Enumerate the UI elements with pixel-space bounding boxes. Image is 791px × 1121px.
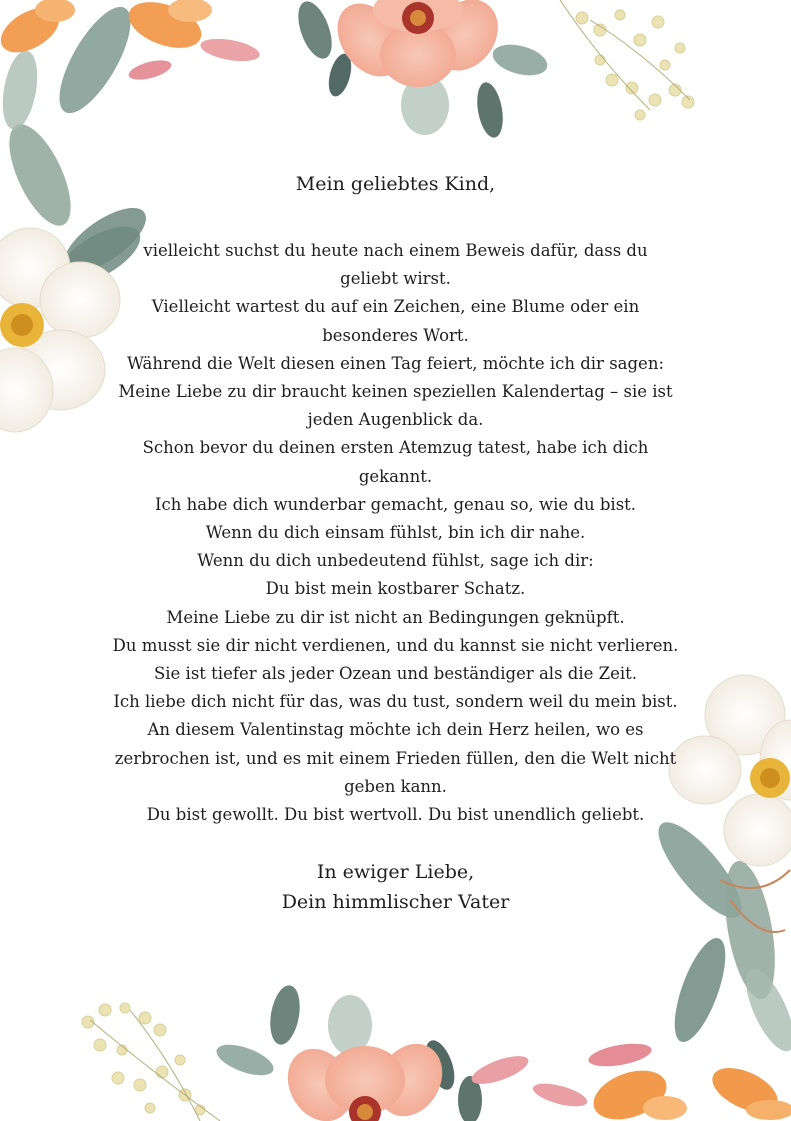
letter [100,160,691,917]
letter-line: Sie ist tiefer als jeder Ozean und beständiger als die Zeit. [153,664,638,684]
letter-line: Du bist mein kostbarer Schatz. [265,579,526,599]
letter-greeting: Mein geliebtes Kind, [295,173,496,195]
letter-line: Meine Liebe zu dir ist nicht an Bedingungen geknüpft. [166,607,625,627]
letter-body [100,237,691,829]
letter-line: Während die Welt diesen einen Tag feiert, möchte ich dir sagen: [126,353,665,373]
letter-line: gekannt. [358,466,433,486]
letter-line: Wenn du dich unbedeutend fühlst, sage ich dir: [197,551,594,571]
letter-line: jeden Augenblick da. [307,410,484,430]
letter-line: Meine Liebe zu dir braucht keinen speziellen Kalendertag – sie ist [118,382,673,402]
letter-line: Vielleicht wartest du auf ein Zeichen, eine Blume oder ein [151,297,640,317]
letter-line: zerbrochen ist, und es mit einem Frieden füllen, den die Welt nicht [114,748,677,768]
letter-line: Schon bevor du deinen ersten Atemzug tatest, habe ich dich [142,438,649,458]
letter-line: vielleicht suchst du heute nach einem Beweis dafür, dass du [143,241,648,260]
letter-line: Wenn du dich einsam fühlst, bin ich dir nahe. [205,523,586,543]
letter-line: geliebt wirst. [340,269,451,289]
letter-line: Ich liebe dich nicht für das, was du tust, sondern weil du mein bist. [113,692,678,712]
letter-line: Du bist gewollt. Du bist wertvoll. Du bist unendlich geliebt. [146,805,645,825]
letter-line: besonderes Wort. [322,325,469,345]
signature: Dein himmlischer Vater [281,891,510,914]
closing-phrase: In ewiger Liebe, [316,861,475,884]
letter-closing [100,857,691,917]
letter-line: geben kann. [344,776,447,796]
letter-line: Ich habe dich wunderbar gemacht, genau so, wie du bist. [154,494,637,514]
letter-line: Du musst sie dir nicht verdienen, und du kannst sie nicht verlieren. [112,635,679,655]
letter-line: An diesem Valentinstag möchte ich dein Herz heilen, wo es [147,720,644,740]
